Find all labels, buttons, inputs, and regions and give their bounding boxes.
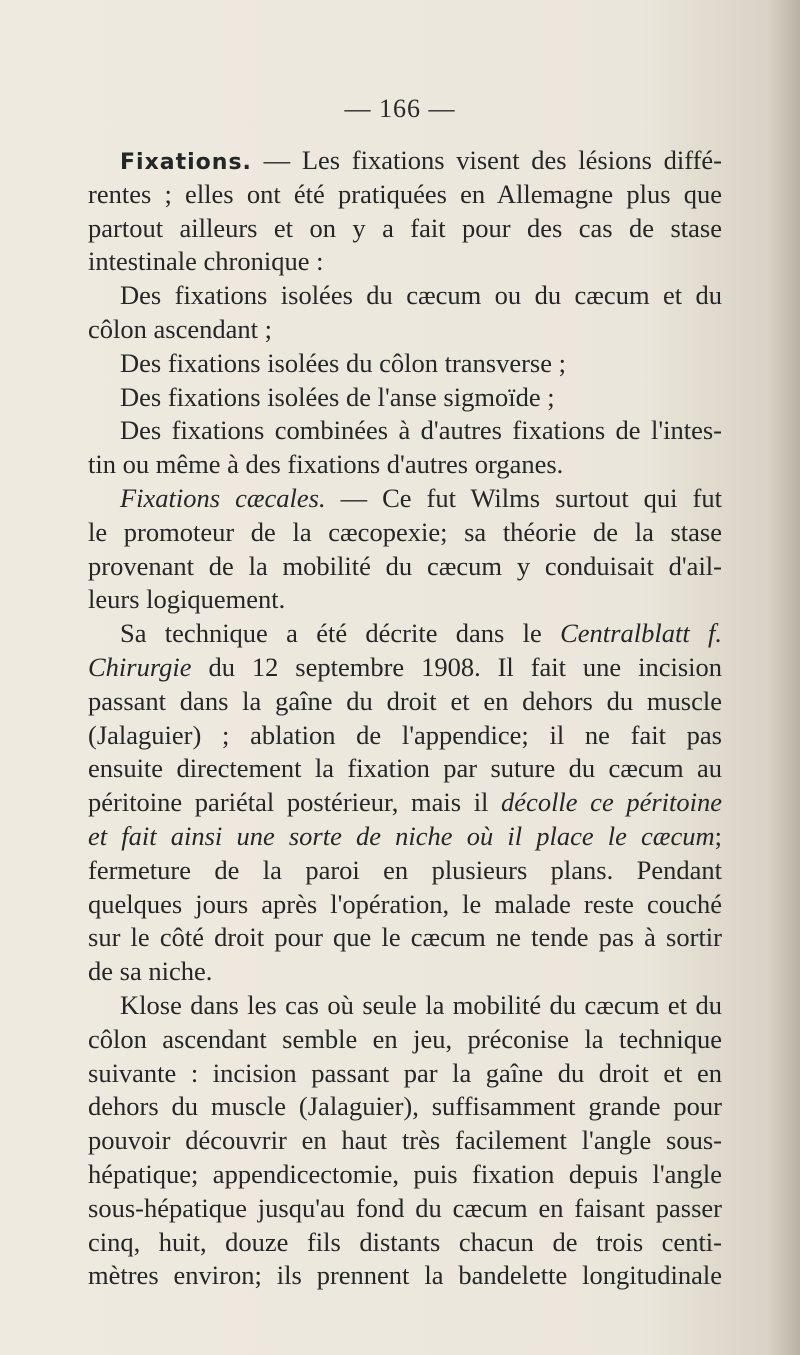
text-run: partout ailleurs et on y a fait pour des cas de stase xyxy=(88,212,722,243)
text-run: ensuite directement la fixation par suture du cæcum au xyxy=(88,753,722,784)
text-run: rentes ; elles ont été pratiquées en Allemagne plus que xyxy=(88,178,722,209)
text-run: ; xyxy=(714,820,722,851)
text-run: tin ou même à des fixations d'autres organes. xyxy=(88,449,564,480)
text-run: leurs logiquement. xyxy=(88,584,286,615)
text-line xyxy=(88,989,722,1023)
text-line xyxy=(88,279,722,313)
bold-heading: Fixations. xyxy=(120,150,252,175)
text-line xyxy=(88,245,722,279)
text-run: dehors du muscle (Jalaguier), suffisamment grande pour xyxy=(88,1091,722,1122)
text-run: (Jalaguier) ; ablation de l'appendice; il ne fait pas xyxy=(88,719,722,750)
text-line xyxy=(88,1226,722,1260)
text-run: Des fixations isolées de l'anse sigmoïde ; xyxy=(120,381,555,412)
text-line xyxy=(88,685,722,719)
text-run: Klose dans les cas où seule la mobilité du cæcum et du xyxy=(120,989,722,1020)
text-run: — Ce fut Wilms surtout qui fut xyxy=(325,482,722,513)
text-line xyxy=(88,347,722,381)
text-line xyxy=(88,1158,722,1192)
page-number: — 166 — xyxy=(344,94,456,123)
text-run: Des fixations isolées du cæcum ou du cæcum et du xyxy=(120,280,722,311)
text-line xyxy=(88,583,722,617)
text-line xyxy=(88,854,722,888)
text-line xyxy=(88,482,722,516)
italic-text: Fixations cæcales. xyxy=(120,482,326,513)
text-line xyxy=(88,921,722,955)
text-run: provenant de la mobilité du cæcum y conduisait d'ail- xyxy=(88,550,722,581)
italic-text: décolle ce péritoine xyxy=(501,787,722,818)
text-line xyxy=(88,617,722,651)
text-run: le promoteur de la cæcopexie; sa théorie de la stase xyxy=(88,516,722,547)
text-line xyxy=(88,719,722,753)
text-run: passant dans la gaîne du droit et en dehors du muscle xyxy=(88,685,722,716)
text-line xyxy=(88,955,722,989)
text-line xyxy=(88,550,722,584)
text-line xyxy=(88,1090,722,1124)
text-line xyxy=(88,448,722,482)
text-run: sous-hépatique jusqu'au fond du cæcum en faisant passer xyxy=(88,1192,722,1223)
text-run: pouvoir découvrir en haut très facilement l'angle sous- xyxy=(88,1125,722,1156)
italic-text: Centralblatt f. xyxy=(560,618,722,649)
text-line xyxy=(88,888,722,922)
text-run: quelques jours après l'opération, le malade reste couché xyxy=(88,888,722,919)
text-run: sur le côté droit pour que le cæcum ne tende pas à sortir xyxy=(88,922,722,953)
text-line xyxy=(88,516,722,550)
text-line xyxy=(88,1057,722,1091)
text-run: côlon ascendant ; xyxy=(88,313,272,344)
text-run: Des fixations combinées à d'autres fixations de l'intes- xyxy=(120,415,722,446)
text-run: suivante : incision passant par la gaîne du droit et en xyxy=(88,1057,722,1088)
text-line xyxy=(88,414,722,448)
text-run: Sa technique a été décrite dans le xyxy=(120,618,561,649)
text-run: cinq, huit, douze fils distants chacun de trois centi- xyxy=(88,1226,722,1257)
text-run: fermeture de la paroi en plusieurs plans. Pendant xyxy=(88,854,722,885)
text-line xyxy=(88,786,722,820)
text-line xyxy=(88,820,722,854)
text-run: Des fixations isolées du côlon transverse ; xyxy=(120,347,566,378)
text-line xyxy=(88,212,722,246)
text-line xyxy=(88,1124,722,1158)
text-line xyxy=(88,144,722,178)
text-run: mètres environ; ils prennent la bandelette longitudinale xyxy=(88,1260,722,1291)
text-line xyxy=(88,178,722,212)
italic-text: Chirurgie xyxy=(88,651,192,682)
text-run: hépatique; appendicectomie, puis fixation depuis l'angle xyxy=(88,1158,722,1189)
text-line xyxy=(88,1023,722,1057)
body-text xyxy=(88,144,722,1293)
text-line xyxy=(88,313,722,347)
text-line xyxy=(88,752,722,786)
text-run: de sa niche. xyxy=(88,956,213,987)
text-run: péritoine pariétal postérieur, mais il xyxy=(88,787,502,818)
text-line xyxy=(88,381,722,415)
italic-text: et fait ainsi une sorte de niche où il place le cæcum xyxy=(88,820,715,851)
text-run: — Les fixations visent des lésions diffé- xyxy=(251,145,722,175)
text-line xyxy=(88,1192,722,1226)
text-run: intestinale chronique : xyxy=(88,246,324,277)
text-line xyxy=(88,651,722,685)
text-line xyxy=(88,1259,722,1293)
text-run: côlon ascendant semble en jeu, préconise la technique xyxy=(88,1023,722,1054)
text-run: du 12 septembre 1908. Il fait une incision xyxy=(191,651,722,682)
